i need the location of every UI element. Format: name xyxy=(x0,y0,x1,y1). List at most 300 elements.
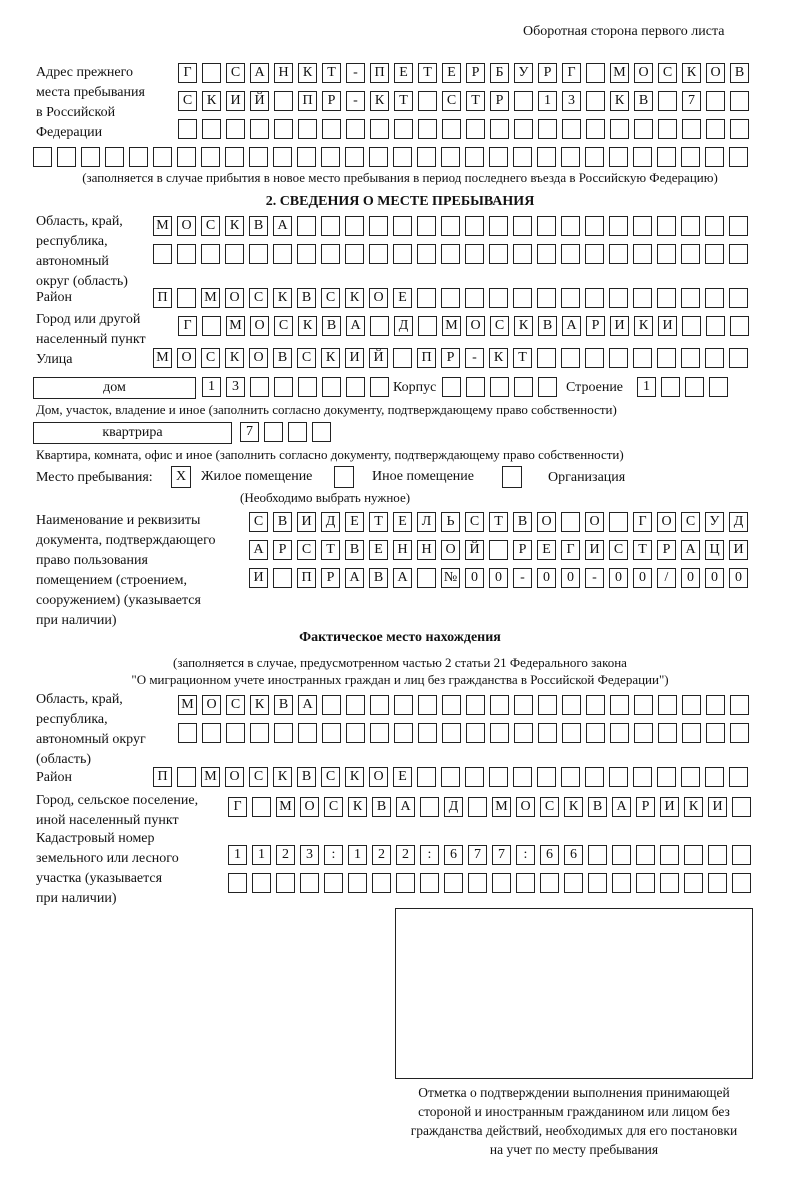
char-cell[interactable]: А xyxy=(273,216,292,236)
char-cell[interactable]: П xyxy=(297,568,316,588)
char-cell[interactable]: О xyxy=(537,512,556,532)
char-cell[interactable] xyxy=(585,288,604,308)
char-cell[interactable]: С xyxy=(658,63,677,83)
char-cell[interactable] xyxy=(252,797,271,817)
char-cell[interactable] xyxy=(609,288,628,308)
char-cell[interactable]: Й xyxy=(369,348,388,368)
char-cell[interactable]: О xyxy=(202,695,221,715)
char-cell[interactable] xyxy=(202,316,221,336)
char-cell[interactable]: О xyxy=(466,316,485,336)
char-cell[interactable] xyxy=(489,288,508,308)
char-cell[interactable] xyxy=(729,244,748,264)
char-cell[interactable] xyxy=(322,119,341,139)
char-cell[interactable]: Ц xyxy=(705,540,724,560)
char-cell[interactable] xyxy=(274,723,293,743)
char-cell[interactable]: Д xyxy=(321,512,340,532)
char-cell[interactable]: А xyxy=(396,797,415,817)
char-cell[interactable]: Р xyxy=(321,568,340,588)
char-cell[interactable]: И xyxy=(610,316,629,336)
char-cell[interactable] xyxy=(490,377,509,397)
char-cell[interactable] xyxy=(153,244,172,264)
char-cell[interactable]: Р xyxy=(322,91,341,111)
char-cell[interactable] xyxy=(465,244,484,264)
char-cell[interactable]: Н xyxy=(274,63,293,83)
char-cell[interactable] xyxy=(586,91,605,111)
char-cell[interactable] xyxy=(681,767,700,787)
char-cell[interactable] xyxy=(705,767,724,787)
char-cell[interactable] xyxy=(537,216,556,236)
char-cell[interactable] xyxy=(706,316,725,336)
char-cell[interactable]: К xyxy=(514,316,533,336)
char-cell[interactable] xyxy=(514,695,533,715)
char-cell[interactable] xyxy=(514,91,533,111)
char-cell[interactable] xyxy=(441,288,460,308)
char-cell[interactable]: 1 xyxy=(252,845,271,865)
char-cell[interactable] xyxy=(201,147,220,167)
char-cell[interactable]: К xyxy=(298,63,317,83)
char-cell[interactable] xyxy=(681,288,700,308)
char-cell[interactable] xyxy=(177,767,196,787)
char-cell[interactable] xyxy=(297,147,316,167)
char-cell[interactable] xyxy=(729,288,748,308)
char-cell[interactable]: О xyxy=(516,797,535,817)
char-cell[interactable]: И xyxy=(729,540,748,560)
char-cell[interactable]: Е xyxy=(345,512,364,532)
char-cell[interactable] xyxy=(442,119,461,139)
char-cell[interactable]: В xyxy=(297,767,316,787)
char-cell[interactable] xyxy=(370,119,389,139)
char-cell[interactable]: О xyxy=(177,216,196,236)
char-cell[interactable] xyxy=(708,845,727,865)
char-cell[interactable]: 1 xyxy=(348,845,367,865)
char-cell[interactable]: С xyxy=(321,288,340,308)
char-cell[interactable] xyxy=(705,216,724,236)
char-cell[interactable]: / xyxy=(657,568,676,588)
char-cell[interactable] xyxy=(417,147,436,167)
char-cell[interactable] xyxy=(322,723,341,743)
char-cell[interactable] xyxy=(346,723,365,743)
char-cell[interactable] xyxy=(417,288,436,308)
char-cell[interactable] xyxy=(273,568,292,588)
char-cell[interactable] xyxy=(514,119,533,139)
char-cell[interactable] xyxy=(514,723,533,743)
char-cell[interactable] xyxy=(609,512,628,532)
char-cell[interactable]: С xyxy=(226,63,245,83)
char-cell[interactable]: 0 xyxy=(537,568,556,588)
char-cell[interactable]: С xyxy=(321,767,340,787)
char-cell[interactable] xyxy=(264,422,283,442)
char-cell[interactable]: А xyxy=(562,316,581,336)
char-cell[interactable]: О xyxy=(225,767,244,787)
char-cell[interactable] xyxy=(681,348,700,368)
char-cell[interactable]: С xyxy=(442,91,461,111)
char-cell[interactable] xyxy=(105,147,124,167)
char-cell[interactable]: 0 xyxy=(681,568,700,588)
char-cell[interactable] xyxy=(636,873,655,893)
char-cell[interactable]: А xyxy=(393,568,412,588)
char-cell[interactable]: У xyxy=(705,512,724,532)
char-cell[interactable]: В xyxy=(322,316,341,336)
char-cell[interactable] xyxy=(441,244,460,264)
char-cell[interactable]: М xyxy=(276,797,295,817)
char-cell[interactable]: Б xyxy=(490,63,509,83)
char-cell[interactable] xyxy=(682,723,701,743)
char-cell[interactable] xyxy=(153,147,172,167)
char-cell[interactable] xyxy=(513,216,532,236)
char-cell[interactable]: С xyxy=(249,767,268,787)
char-cell[interactable] xyxy=(538,377,557,397)
char-cell[interactable]: К xyxy=(634,316,653,336)
char-cell[interactable] xyxy=(250,119,269,139)
char-cell[interactable] xyxy=(201,244,220,264)
char-cell[interactable] xyxy=(394,723,413,743)
char-cell[interactable] xyxy=(226,723,245,743)
char-cell[interactable] xyxy=(634,119,653,139)
char-cell[interactable] xyxy=(609,348,628,368)
char-cell[interactable]: М xyxy=(201,288,220,308)
house-type-field[interactable]: дом xyxy=(33,377,196,399)
char-cell[interactable] xyxy=(57,147,76,167)
char-cell[interactable]: В xyxy=(249,216,268,236)
char-cell[interactable]: В xyxy=(730,63,749,83)
char-cell[interactable] xyxy=(586,63,605,83)
char-cell[interactable]: В xyxy=(588,797,607,817)
char-cell[interactable]: С xyxy=(201,348,220,368)
char-cell[interactable]: О xyxy=(250,316,269,336)
char-cell[interactable]: М xyxy=(442,316,461,336)
char-cell[interactable] xyxy=(33,147,52,167)
char-cell[interactable]: Е xyxy=(393,288,412,308)
char-cell[interactable]: Р xyxy=(490,91,509,111)
char-cell[interactable]: С xyxy=(540,797,559,817)
char-cell[interactable]: Г xyxy=(562,63,581,83)
char-cell[interactable]: О xyxy=(706,63,725,83)
char-cell[interactable]: Й xyxy=(250,91,269,111)
char-cell[interactable]: О xyxy=(585,512,604,532)
char-cell[interactable]: С xyxy=(274,316,293,336)
char-cell[interactable]: К xyxy=(298,316,317,336)
char-cell[interactable]: Р xyxy=(441,348,460,368)
char-cell[interactable] xyxy=(612,845,631,865)
char-cell[interactable] xyxy=(633,216,652,236)
char-cell[interactable] xyxy=(538,119,557,139)
char-cell[interactable] xyxy=(562,695,581,715)
char-cell[interactable]: К xyxy=(684,797,703,817)
char-cell[interactable]: С xyxy=(324,797,343,817)
char-cell[interactable] xyxy=(468,873,487,893)
char-cell[interactable] xyxy=(516,873,535,893)
char-cell[interactable] xyxy=(370,695,389,715)
char-cell[interactable] xyxy=(322,695,341,715)
char-cell[interactable] xyxy=(490,119,509,139)
char-cell[interactable] xyxy=(537,348,556,368)
char-cell[interactable]: Е xyxy=(393,767,412,787)
char-cell[interactable] xyxy=(610,119,629,139)
char-cell[interactable] xyxy=(312,422,331,442)
char-cell[interactable] xyxy=(588,873,607,893)
char-cell[interactable]: О xyxy=(634,63,653,83)
char-cell[interactable] xyxy=(657,348,676,368)
char-cell[interactable] xyxy=(684,845,703,865)
char-cell[interactable] xyxy=(514,377,533,397)
char-cell[interactable]: - xyxy=(465,348,484,368)
char-cell[interactable]: О xyxy=(369,288,388,308)
char-cell[interactable]: 3 xyxy=(562,91,581,111)
char-cell[interactable] xyxy=(273,244,292,264)
char-cell[interactable]: Р xyxy=(636,797,655,817)
char-cell[interactable]: И xyxy=(297,512,316,532)
char-cell[interactable]: К xyxy=(564,797,583,817)
char-cell[interactable]: О xyxy=(249,348,268,368)
char-cell[interactable] xyxy=(274,91,293,111)
char-cell[interactable] xyxy=(288,422,307,442)
char-cell[interactable] xyxy=(418,723,437,743)
char-cell[interactable] xyxy=(394,695,413,715)
char-cell[interactable] xyxy=(370,316,389,336)
char-cell[interactable]: Г xyxy=(178,63,197,83)
char-cell[interactable] xyxy=(730,723,749,743)
char-cell[interactable]: К xyxy=(610,91,629,111)
char-cell[interactable]: М xyxy=(153,216,172,236)
char-cell[interactable]: И xyxy=(660,797,679,817)
char-cell[interactable] xyxy=(225,147,244,167)
char-cell[interactable]: А xyxy=(346,316,365,336)
char-cell[interactable] xyxy=(322,377,341,397)
char-cell[interactable]: В xyxy=(372,797,391,817)
char-cell[interactable]: 1 xyxy=(228,845,247,865)
char-cell[interactable]: 6 xyxy=(540,845,559,865)
char-cell[interactable]: О xyxy=(300,797,319,817)
char-cell[interactable] xyxy=(393,216,412,236)
char-cell[interactable] xyxy=(178,119,197,139)
char-cell[interactable] xyxy=(657,244,676,264)
char-cell[interactable] xyxy=(657,288,676,308)
char-cell[interactable]: Т xyxy=(369,512,388,532)
char-cell[interactable] xyxy=(729,147,748,167)
char-cell[interactable] xyxy=(561,512,580,532)
char-cell[interactable]: М xyxy=(492,797,511,817)
char-cell[interactable]: Р xyxy=(513,540,532,560)
char-cell[interactable] xyxy=(490,695,509,715)
char-cell[interactable]: 1 xyxy=(202,377,221,397)
char-cell[interactable] xyxy=(417,568,436,588)
char-cell[interactable] xyxy=(633,348,652,368)
char-cell[interactable]: Р xyxy=(657,540,676,560)
char-cell[interactable] xyxy=(588,845,607,865)
char-cell[interactable]: К xyxy=(225,216,244,236)
stay-option-organization-checkbox[interactable] xyxy=(502,466,522,488)
char-cell[interactable] xyxy=(393,244,412,264)
char-cell[interactable] xyxy=(465,767,484,787)
char-cell[interactable] xyxy=(348,873,367,893)
char-cell[interactable]: Н xyxy=(393,540,412,560)
char-cell[interactable]: А xyxy=(345,568,364,588)
char-cell[interactable] xyxy=(709,377,728,397)
char-cell[interactable] xyxy=(538,695,557,715)
char-cell[interactable] xyxy=(226,119,245,139)
char-cell[interactable]: П xyxy=(298,91,317,111)
char-cell[interactable] xyxy=(610,695,629,715)
char-cell[interactable] xyxy=(228,873,247,893)
char-cell[interactable] xyxy=(393,348,412,368)
char-cell[interactable]: А xyxy=(612,797,631,817)
char-cell[interactable] xyxy=(369,244,388,264)
char-cell[interactable]: А xyxy=(249,540,268,560)
char-cell[interactable]: 0 xyxy=(609,568,628,588)
char-cell[interactable] xyxy=(730,91,749,111)
apartment-type-field[interactable]: квартрира xyxy=(33,422,232,444)
char-cell[interactable]: 0 xyxy=(465,568,484,588)
char-cell[interactable]: В xyxy=(273,348,292,368)
char-cell[interactable]: 0 xyxy=(489,568,508,588)
char-cell[interactable] xyxy=(561,244,580,264)
char-cell[interactable] xyxy=(609,147,628,167)
char-cell[interactable]: М xyxy=(153,348,172,368)
char-cell[interactable]: 1 xyxy=(538,91,557,111)
char-cell[interactable] xyxy=(681,147,700,167)
char-cell[interactable] xyxy=(346,119,365,139)
char-cell[interactable]: К xyxy=(273,767,292,787)
char-cell[interactable] xyxy=(585,244,604,264)
char-cell[interactable] xyxy=(418,91,437,111)
char-cell[interactable] xyxy=(660,873,679,893)
char-cell[interactable] xyxy=(658,91,677,111)
char-cell[interactable] xyxy=(418,119,437,139)
char-cell[interactable]: Ь xyxy=(441,512,460,532)
char-cell[interactable]: В xyxy=(369,568,388,588)
char-cell[interactable] xyxy=(706,723,725,743)
char-cell[interactable]: С xyxy=(226,695,245,715)
char-cell[interactable] xyxy=(634,695,653,715)
char-cell[interactable]: М xyxy=(178,695,197,715)
char-cell[interactable] xyxy=(489,244,508,264)
char-cell[interactable] xyxy=(489,540,508,560)
char-cell[interactable] xyxy=(466,377,485,397)
char-cell[interactable] xyxy=(250,377,269,397)
char-cell[interactable]: К xyxy=(348,797,367,817)
char-cell[interactable] xyxy=(681,216,700,236)
char-cell[interactable] xyxy=(345,147,364,167)
char-cell[interactable] xyxy=(540,873,559,893)
char-cell[interactable]: 7 xyxy=(682,91,701,111)
char-cell[interactable] xyxy=(706,91,725,111)
char-cell[interactable] xyxy=(202,119,221,139)
char-cell[interactable]: П xyxy=(153,288,172,308)
char-cell[interactable] xyxy=(513,767,532,787)
char-cell[interactable] xyxy=(561,147,580,167)
char-cell[interactable] xyxy=(346,695,365,715)
char-cell[interactable]: 0 xyxy=(729,568,748,588)
char-cell[interactable]: К xyxy=(370,91,389,111)
char-cell[interactable] xyxy=(370,723,389,743)
char-cell[interactable]: 2 xyxy=(276,845,295,865)
char-cell[interactable] xyxy=(585,216,604,236)
char-cell[interactable] xyxy=(177,147,196,167)
char-cell[interactable]: 6 xyxy=(564,845,583,865)
char-cell[interactable] xyxy=(634,723,653,743)
char-cell[interactable]: И xyxy=(249,568,268,588)
char-cell[interactable] xyxy=(537,244,556,264)
char-cell[interactable] xyxy=(730,695,749,715)
char-cell[interactable]: Т xyxy=(633,540,652,560)
char-cell[interactable] xyxy=(489,767,508,787)
char-cell[interactable] xyxy=(345,216,364,236)
char-cell[interactable]: 0 xyxy=(633,568,652,588)
char-cell[interactable]: Р xyxy=(538,63,557,83)
char-cell[interactable]: С xyxy=(465,512,484,532)
char-cell[interactable] xyxy=(81,147,100,167)
char-cell[interactable]: С xyxy=(609,540,628,560)
char-cell[interactable]: К xyxy=(345,288,364,308)
char-cell[interactable] xyxy=(705,147,724,167)
char-cell[interactable] xyxy=(418,316,437,336)
char-cell[interactable]: № xyxy=(441,568,460,588)
char-cell[interactable] xyxy=(441,767,460,787)
char-cell[interactable]: Т xyxy=(394,91,413,111)
char-cell[interactable] xyxy=(177,244,196,264)
char-cell[interactable]: О xyxy=(369,767,388,787)
char-cell[interactable] xyxy=(609,216,628,236)
char-cell[interactable]: А xyxy=(298,695,317,715)
char-cell[interactable] xyxy=(732,797,751,817)
char-cell[interactable] xyxy=(298,377,317,397)
char-cell[interactable] xyxy=(249,244,268,264)
char-cell[interactable]: Й xyxy=(465,540,484,560)
char-cell[interactable]: 3 xyxy=(226,377,245,397)
char-cell[interactable] xyxy=(657,216,676,236)
char-cell[interactable] xyxy=(442,723,461,743)
char-cell[interactable]: В xyxy=(538,316,557,336)
char-cell[interactable] xyxy=(297,244,316,264)
char-cell[interactable] xyxy=(585,767,604,787)
char-cell[interactable] xyxy=(561,216,580,236)
stay-option-other-checkbox[interactable] xyxy=(334,466,354,488)
char-cell[interactable] xyxy=(441,216,460,236)
char-cell[interactable]: Г xyxy=(178,316,197,336)
char-cell[interactable]: В xyxy=(345,540,364,560)
char-cell[interactable]: С xyxy=(249,288,268,308)
char-cell[interactable] xyxy=(225,244,244,264)
char-cell[interactable]: Е xyxy=(442,63,461,83)
char-cell[interactable] xyxy=(658,119,677,139)
char-cell[interactable] xyxy=(417,216,436,236)
char-cell[interactable]: Т xyxy=(321,540,340,560)
char-cell[interactable] xyxy=(585,147,604,167)
char-cell[interactable] xyxy=(612,873,631,893)
char-cell[interactable]: Р xyxy=(273,540,292,560)
char-cell[interactable]: И xyxy=(658,316,677,336)
char-cell[interactable] xyxy=(610,723,629,743)
char-cell[interactable]: Т xyxy=(489,512,508,532)
char-cell[interactable] xyxy=(489,147,508,167)
char-cell[interactable]: Д xyxy=(444,797,463,817)
char-cell[interactable]: 2 xyxy=(372,845,391,865)
char-cell[interactable] xyxy=(276,873,295,893)
char-cell[interactable] xyxy=(418,695,437,715)
char-cell[interactable] xyxy=(442,695,461,715)
char-cell[interactable] xyxy=(585,348,604,368)
char-cell[interactable]: И xyxy=(226,91,245,111)
char-cell[interactable]: М xyxy=(226,316,245,336)
char-cell[interactable] xyxy=(513,147,532,167)
char-cell[interactable]: Л xyxy=(417,512,436,532)
char-cell[interactable]: П xyxy=(417,348,436,368)
char-cell[interactable] xyxy=(178,723,197,743)
char-cell[interactable] xyxy=(202,723,221,743)
char-cell[interactable] xyxy=(705,348,724,368)
char-cell[interactable] xyxy=(442,377,461,397)
char-cell[interactable] xyxy=(466,119,485,139)
